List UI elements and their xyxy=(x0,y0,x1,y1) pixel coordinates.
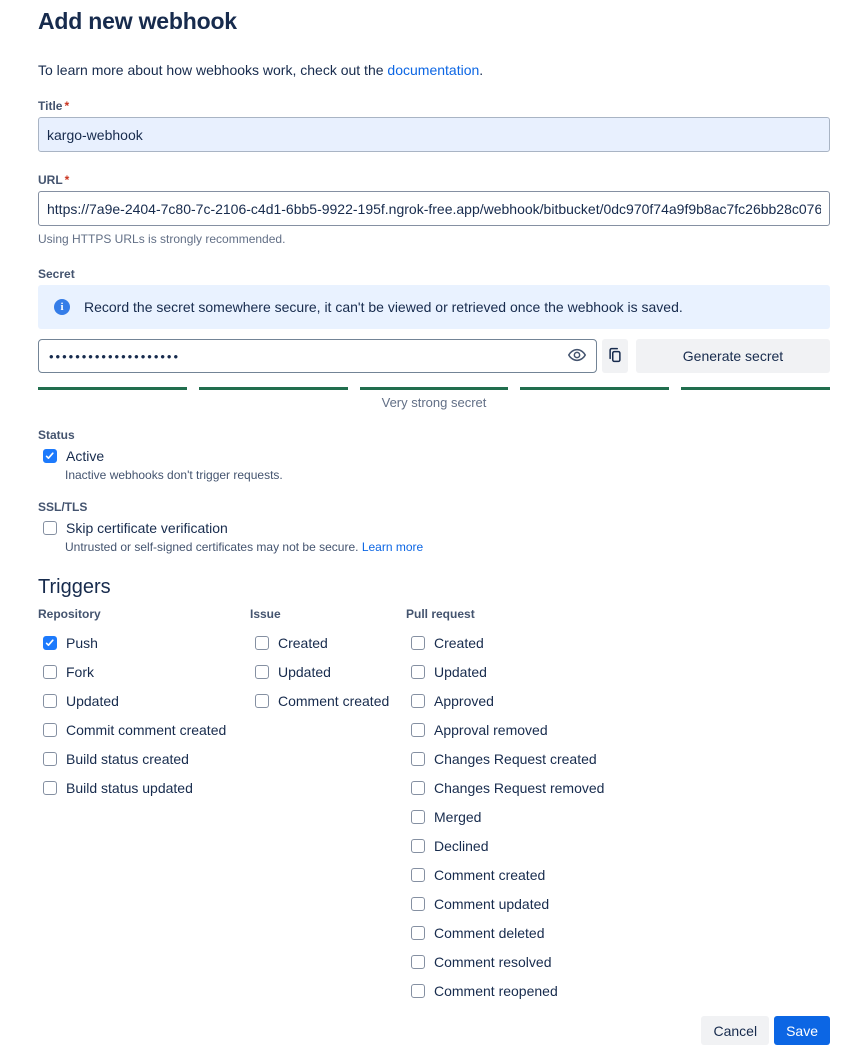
ssl-helper-text: Untrusted or self-signed certificates may not be secure. Learn more xyxy=(65,540,424,554)
required-asterisk: * xyxy=(64,173,70,187)
trigger-rows xyxy=(406,628,830,1005)
checkbox-repository-updated[interactable] xyxy=(43,694,57,708)
strength-segment xyxy=(520,387,669,390)
checkbox-pull-request-comment-updated[interactable] xyxy=(411,897,425,911)
trigger-label: Updated xyxy=(434,663,487,680)
checkbox-pull-request-comment-deleted[interactable] xyxy=(411,926,425,940)
checkbox-issue-created[interactable] xyxy=(255,636,269,650)
page-title: Add new webhook xyxy=(38,8,237,34)
trigger-row-pull-request-comment-deleted xyxy=(406,918,830,947)
url-field-label: URL * xyxy=(38,173,70,187)
secret-info-text: Record the secret somewhere secure, it can't be viewed or retrieved once the webhook is saved. xyxy=(84,299,683,315)
checkbox-pull-request-comment-created[interactable] xyxy=(411,868,425,882)
trigger-column-issue xyxy=(250,607,406,1005)
trigger-row-pull-request-changes-request-removed xyxy=(406,773,830,802)
trigger-row-pull-request-comment-reopened xyxy=(406,976,830,1005)
trigger-column-repository xyxy=(38,607,250,1005)
ssl-section-label: SSL/TLS xyxy=(38,500,88,514)
trigger-columns xyxy=(38,607,830,1005)
footer-actions xyxy=(38,1016,830,1045)
status-helper-text: Inactive webhooks don't trigger requests. xyxy=(65,468,283,482)
trigger-label: Updated xyxy=(66,692,119,709)
secret-row xyxy=(38,339,830,373)
checkbox-pull-request-created[interactable] xyxy=(411,636,425,650)
secret-strength-label: Very strong secret xyxy=(381,395,487,410)
trigger-row-repository-build-status-updated xyxy=(38,773,250,802)
status-active-row xyxy=(38,448,830,464)
trigger-row-repository-push xyxy=(38,628,250,657)
cancel-button[interactable]: Cancel xyxy=(701,1016,769,1045)
url-input[interactable] xyxy=(38,191,830,226)
triggers-heading: Triggers xyxy=(38,576,111,598)
trigger-row-pull-request-changes-request-created xyxy=(406,744,830,773)
intro-suffix: . xyxy=(479,62,484,78)
trigger-rows xyxy=(38,628,250,802)
trigger-label: Comment created xyxy=(434,866,546,883)
checkbox-pull-request-declined[interactable] xyxy=(411,839,425,853)
trigger-label: Changes Request created xyxy=(434,750,597,767)
trigger-label: Declined xyxy=(434,837,489,854)
trigger-label: Comment deleted xyxy=(434,924,545,941)
trigger-row-issue-comment-created xyxy=(250,686,406,715)
trigger-label: Comment updated xyxy=(434,895,550,912)
trigger-label: Build status created xyxy=(66,750,189,767)
trigger-row-pull-request-updated xyxy=(406,657,830,686)
checkbox-pull-request-approved[interactable] xyxy=(411,694,425,708)
trigger-label: Comment resolved xyxy=(434,953,552,970)
checkbox-pull-request-approval-removed[interactable] xyxy=(411,723,425,737)
trigger-label: Build status updated xyxy=(66,779,193,796)
trigger-column-header: Pull request xyxy=(406,607,475,621)
secret-strength-meter xyxy=(38,387,830,390)
trigger-label: Merged xyxy=(434,808,482,825)
trigger-row-pull-request-created xyxy=(406,628,830,657)
trigger-label: Changes Request removed xyxy=(434,779,605,796)
checkbox-repository-push[interactable] xyxy=(43,636,57,650)
strength-segment xyxy=(38,387,187,390)
info-icon: i xyxy=(54,299,70,315)
checkbox-pull-request-comment-reopened[interactable] xyxy=(411,984,425,998)
checkbox-pull-request-updated[interactable] xyxy=(411,665,425,679)
checkbox-repository-build-status-created[interactable] xyxy=(43,752,57,766)
strength-segment xyxy=(199,387,348,390)
title-input[interactable] xyxy=(38,117,830,152)
trigger-row-pull-request-approved xyxy=(406,686,830,715)
secret-info-banner xyxy=(38,285,830,329)
status-section-label: Status xyxy=(38,428,75,442)
trigger-column-pull-request xyxy=(406,607,830,1005)
trigger-label: Comment created xyxy=(278,692,390,709)
documentation-link[interactable]: documentation xyxy=(387,62,480,78)
trigger-column-header: Issue xyxy=(250,607,281,621)
checkbox-issue-comment-created[interactable] xyxy=(255,694,269,708)
secret-field-label: Secret xyxy=(38,267,75,281)
checkbox-pull-request-merged[interactable] xyxy=(411,810,425,824)
trigger-column-header: Repository xyxy=(38,607,101,621)
intro-text xyxy=(38,62,830,78)
intro-prefix: To learn more about how webhooks work, check out the xyxy=(38,62,388,78)
trigger-rows xyxy=(250,628,406,715)
trigger-row-issue-created xyxy=(250,628,406,657)
copy-icon xyxy=(606,346,624,367)
learn-more-link[interactable]: Learn more xyxy=(361,540,424,554)
trigger-label: Comment reopened xyxy=(434,982,558,999)
generate-secret-button[interactable]: Generate secret xyxy=(636,339,830,373)
trigger-label: Created xyxy=(278,634,328,651)
trigger-row-pull-request-merged xyxy=(406,802,830,831)
checkbox-pull-request-changes-request-removed[interactable] xyxy=(411,781,425,795)
trigger-row-issue-updated xyxy=(250,657,406,686)
checkbox-active[interactable] xyxy=(43,449,57,463)
strength-segment xyxy=(681,387,830,390)
trigger-row-repository-fork xyxy=(38,657,250,686)
trigger-label: Created xyxy=(434,634,484,651)
trigger-row-pull-request-comment-updated xyxy=(406,889,830,918)
checkbox-repository-build-status-updated[interactable] xyxy=(43,781,57,795)
trigger-label: Commit comment created xyxy=(66,721,227,738)
trigger-label: Approval removed xyxy=(434,721,548,738)
reveal-secret-button[interactable] xyxy=(563,342,591,370)
ssl-skip-verification-row xyxy=(38,520,830,536)
strength-segment xyxy=(360,387,509,390)
checkbox-pull-request-changes-request-created[interactable] xyxy=(411,752,425,766)
trigger-label: Push xyxy=(66,634,98,651)
eye-icon xyxy=(567,345,587,368)
trigger-row-repository-updated xyxy=(38,686,250,715)
trigger-row-pull-request-approval-removed xyxy=(406,715,830,744)
checkbox-skip-certificate-verification[interactable] xyxy=(43,521,57,535)
checkbox-pull-request-comment-resolved[interactable] xyxy=(411,955,425,969)
trigger-row-pull-request-comment-created xyxy=(406,860,830,889)
trigger-row-pull-request-declined xyxy=(406,831,830,860)
checkbox-repository-commit-comment-created[interactable] xyxy=(43,723,57,737)
title-field-label: Title * xyxy=(38,99,70,113)
checkbox-repository-fork[interactable] xyxy=(43,665,57,679)
url-helper-text: Using HTTPS URLs is strongly recommended. xyxy=(38,232,286,246)
secret-input-wrap xyxy=(38,339,597,373)
status-active-label: Active xyxy=(66,448,105,464)
ssl-skip-verification-label: Skip certificate verification xyxy=(66,520,228,536)
trigger-label: Updated xyxy=(278,663,331,680)
trigger-label: Fork xyxy=(66,663,94,680)
secret-input[interactable] xyxy=(38,339,597,373)
trigger-label: Approved xyxy=(434,692,494,709)
trigger-row-pull-request-comment-resolved xyxy=(406,947,830,976)
save-button[interactable]: Save xyxy=(774,1016,830,1045)
trigger-row-repository-build-status-created xyxy=(38,744,250,773)
required-asterisk: * xyxy=(64,99,70,113)
checkbox-issue-updated[interactable] xyxy=(255,665,269,679)
trigger-row-repository-commit-comment-created xyxy=(38,715,250,744)
copy-secret-button[interactable] xyxy=(602,339,628,373)
